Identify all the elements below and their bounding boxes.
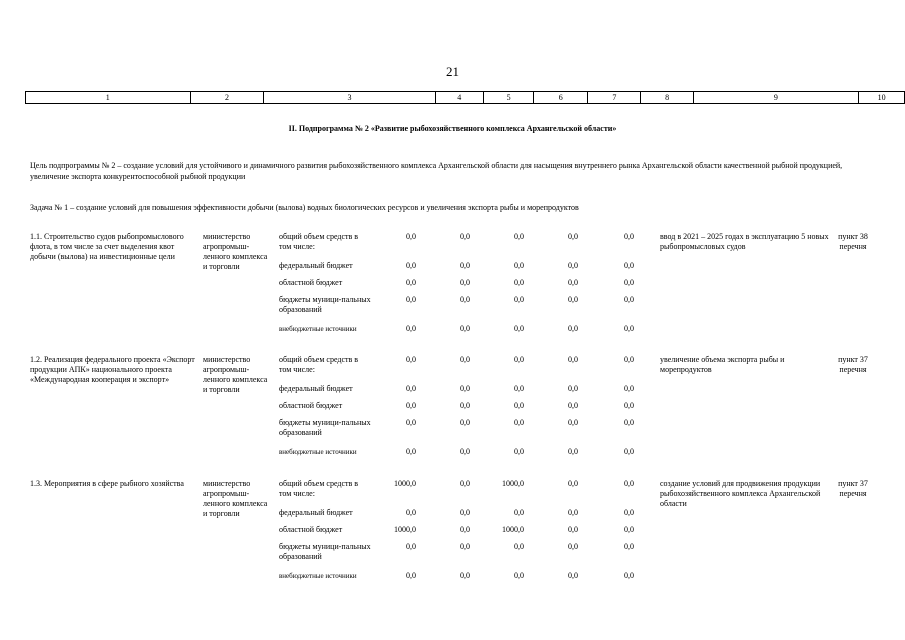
funding-value: 0,0 xyxy=(514,355,524,364)
funding-source: общий объем средств в том числе: xyxy=(279,232,359,251)
funding-value: 0,0 xyxy=(406,278,416,287)
column-number: 8 xyxy=(641,92,693,104)
funding-source: областной бюджет xyxy=(279,401,343,410)
expected-result: увеличение объема экспорта рыбы и морепродуктов xyxy=(660,355,785,374)
funding-value: 0,0 xyxy=(568,542,578,551)
funding-value: 0,0 xyxy=(460,479,470,488)
funding-value: 0,0 xyxy=(460,447,470,456)
funding-source: общий объем средств в том числе: xyxy=(279,479,359,498)
funding-value: 0,0 xyxy=(460,571,470,580)
funding-value: 0,0 xyxy=(406,542,416,551)
funding-source: федеральный бюджет xyxy=(279,508,353,517)
funding-value: 0,0 xyxy=(568,261,578,270)
funding-value: 0,0 xyxy=(406,571,416,580)
funding-value: 1000,0 xyxy=(502,525,524,534)
funding-value: 0,0 xyxy=(514,401,524,410)
funding-value: 0,0 xyxy=(514,278,524,287)
funding-value: 0,0 xyxy=(514,384,524,393)
funding-value: 0,0 xyxy=(406,418,416,427)
funding-value: 0,0 xyxy=(406,324,416,333)
funding-value: 0,0 xyxy=(624,324,634,333)
funding-value: 0,0 xyxy=(568,508,578,517)
task-statement: Задача № 1 – создание условий для повышения эффективности добычи (вылова) водных биологических ресурсов и увеличения экспорта рыбы и морепродуктов xyxy=(30,203,579,212)
column-header-table xyxy=(25,91,905,104)
funding-value: 0,0 xyxy=(568,401,578,410)
funding-value: 0,0 xyxy=(514,418,524,427)
funding-value: 0,0 xyxy=(568,232,578,241)
executor: министерство агропромыш-ленного комплекса и торговли xyxy=(203,232,268,271)
funding-value: 0,0 xyxy=(624,525,634,534)
funding-value: 0,0 xyxy=(568,324,578,333)
funding-value: 0,0 xyxy=(624,384,634,393)
column-number: 5 xyxy=(483,92,533,104)
funding-value: 0,0 xyxy=(624,261,634,270)
funding-value: 0,0 xyxy=(624,508,634,517)
funding-value: 0,0 xyxy=(514,232,524,241)
funding-value: 0,0 xyxy=(406,295,416,304)
funding-value: 0,0 xyxy=(460,355,470,364)
page-number: 21 xyxy=(446,64,459,79)
funding-source: федеральный бюджет xyxy=(279,384,353,393)
column-number: 1 xyxy=(26,92,191,104)
funding-value: 0,0 xyxy=(514,542,524,551)
column-number: 10 xyxy=(859,92,905,104)
funding-value: 0,0 xyxy=(624,355,634,364)
funding-value: 0,0 xyxy=(406,261,416,270)
funding-source: федеральный бюджет xyxy=(279,261,353,270)
funding-value: 0,0 xyxy=(568,384,578,393)
funding-value: 0,0 xyxy=(514,447,524,456)
funding-value: 0,0 xyxy=(406,508,416,517)
funding-source: внебюджетные источники xyxy=(279,325,357,333)
funding-value: 0,0 xyxy=(568,479,578,488)
list-reference: пункт 37 перечня xyxy=(838,479,868,498)
funding-value: 0,0 xyxy=(460,508,470,517)
funding-value: 0,0 xyxy=(514,324,524,333)
funding-value: 1000,0 xyxy=(394,479,416,488)
funding-source: внебюджетные источники xyxy=(279,572,357,580)
funding-source: областной бюджет xyxy=(279,525,343,534)
funding-value: 0,0 xyxy=(624,295,634,304)
funding-value: 0,0 xyxy=(624,542,634,551)
funding-value: 0,0 xyxy=(624,401,634,410)
funding-value: 0,0 xyxy=(624,232,634,241)
funding-value: 0,0 xyxy=(624,447,634,456)
funding-value: 0,0 xyxy=(460,295,470,304)
executor: министерство агропромыш-ленного комплекса и торговли xyxy=(203,479,268,518)
funding-value: 0,0 xyxy=(514,295,524,304)
funding-value: 0,0 xyxy=(568,571,578,580)
funding-value: 0,0 xyxy=(460,324,470,333)
funding-value: 0,0 xyxy=(624,278,634,287)
funding-value: 0,0 xyxy=(514,261,524,270)
funding-value: 0,0 xyxy=(460,384,470,393)
executor: министерство агропромыш-ленного комплекса и торговли xyxy=(203,355,268,394)
list-reference: пункт 37 перечня xyxy=(838,355,868,374)
funding-value: 0,0 xyxy=(568,355,578,364)
funding-value: 0,0 xyxy=(406,447,416,456)
funding-value: 0,0 xyxy=(514,508,524,517)
funding-value: 0,0 xyxy=(406,384,416,393)
funding-value: 0,0 xyxy=(568,295,578,304)
funding-value: 0,0 xyxy=(568,278,578,287)
funding-value: 0,0 xyxy=(568,447,578,456)
column-number: 9 xyxy=(693,92,858,104)
funding-value: 0,0 xyxy=(460,525,470,534)
funding-value: 0,0 xyxy=(460,542,470,551)
funding-source: общий объем средств в том числе: xyxy=(279,355,359,374)
funding-source: бюджеты муници-пальных образований xyxy=(279,418,371,437)
funding-source: областной бюджет xyxy=(279,278,343,287)
subprogram-goal: Цель подпрограммы № 2 – создание условий для устойчивого и динамичного развития рыбохозяйственного комплекса Архангельской области для насыщения внутреннего рынка Архангельской области качественной рыбной продукцией, увеличение экспорта конкурентоспособной рыбной продукции xyxy=(30,161,843,181)
funding-value: 0,0 xyxy=(624,418,634,427)
funding-value: 1000,0 xyxy=(502,479,524,488)
funding-source: внебюджетные источники xyxy=(279,448,357,456)
list-reference: пункт 38 перечня xyxy=(838,232,868,251)
column-number: 3 xyxy=(264,92,435,104)
funding-value: 0,0 xyxy=(514,571,524,580)
funding-value: 0,0 xyxy=(460,261,470,270)
funding-value: 0,0 xyxy=(624,571,634,580)
funding-value: 0,0 xyxy=(406,401,416,410)
funding-source: бюджеты муници-пальных образований xyxy=(279,295,371,314)
activity-name: 1.3. Мероприятия в сфере рыбного хозяйства xyxy=(30,479,184,488)
funding-value: 0,0 xyxy=(406,355,416,364)
funding-value: 0,0 xyxy=(568,418,578,427)
funding-value: 0,0 xyxy=(568,525,578,534)
funding-value: 0,0 xyxy=(460,278,470,287)
funding-value: 0,0 xyxy=(460,232,470,241)
funding-value: 0,0 xyxy=(460,418,470,427)
column-number: 2 xyxy=(190,92,264,104)
subprogram-title: II. Подпрограмма № 2 «Развитие рыбохозяйственного комплекса Архангельской области» xyxy=(288,124,617,133)
column-number: 6 xyxy=(534,92,588,104)
funding-value: 0,0 xyxy=(406,232,416,241)
activity-name: 1.2. Реализация федерального проекта «Экспорт продукции АПК» национального проекта «Международная кооперация и экспорт» xyxy=(30,355,195,384)
column-number: 4 xyxy=(435,92,483,104)
funding-source: бюджеты муници-пальных образований xyxy=(279,542,371,561)
funding-value: 1000,0 xyxy=(394,525,416,534)
column-number: 7 xyxy=(588,92,641,104)
expected-result: ввод в 2021 – 2025 годах в эксплуатацию 5 новых рыбопромысловых судов xyxy=(660,232,829,251)
activity-name: 1.1. Строительство судов рыбопромыслового флота, в том числе за счет выделения квот добычи (вылова) на инвестиционные цели xyxy=(30,232,184,261)
funding-value: 0,0 xyxy=(460,401,470,410)
funding-value: 0,0 xyxy=(624,479,634,488)
expected-result: создание условий для продвижения продукции рыбохозяйственного комплекса Архангельской области xyxy=(660,479,821,508)
